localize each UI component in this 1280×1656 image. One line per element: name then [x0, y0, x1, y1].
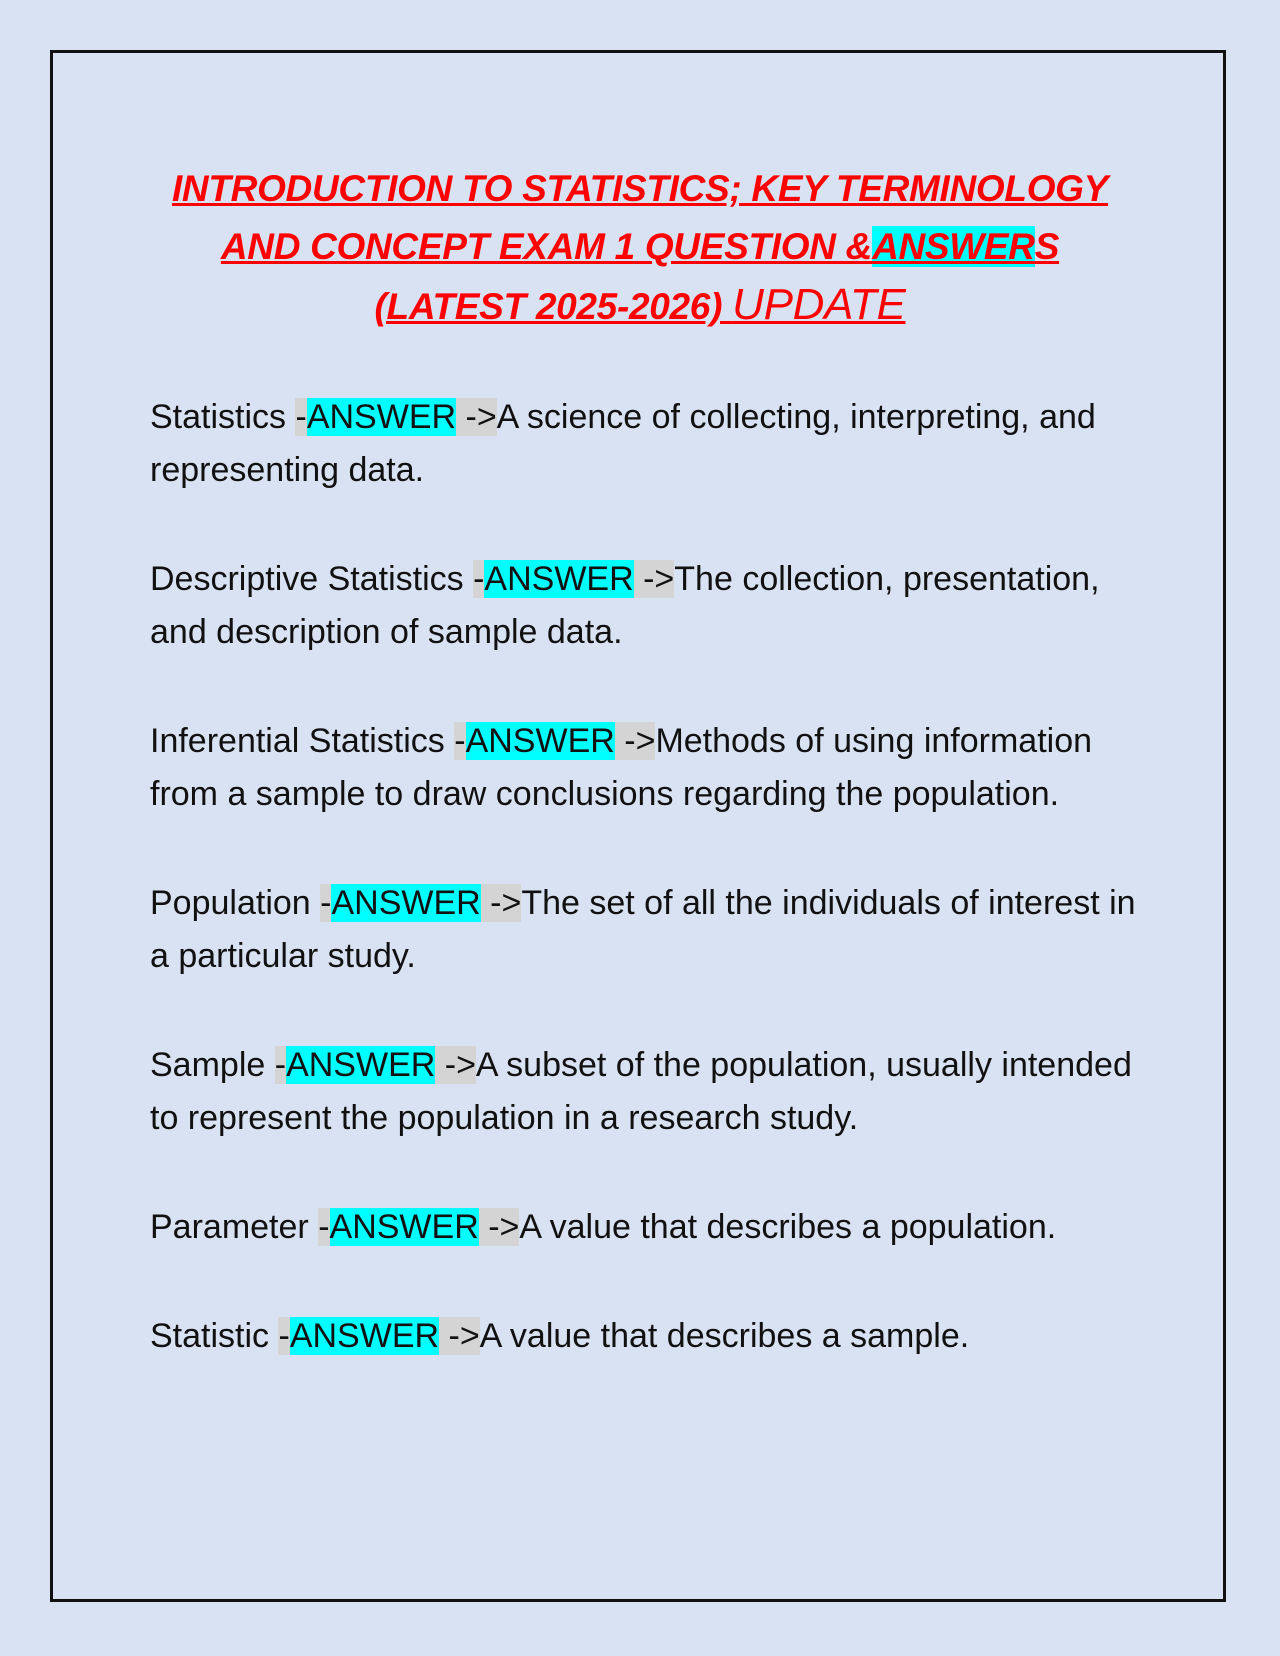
answer-word: ANSWER [331, 884, 481, 922]
qa-entry [150, 391, 1150, 497]
answer-word: ANSWER [286, 1046, 436, 1084]
entry-definition: The set of all the individuals of interest in a particular study. [150, 884, 1136, 975]
title-line-3 [100, 276, 1180, 336]
answer-arrow: -> [614, 722, 656, 760]
answer-word: ANSWER [289, 1317, 440, 1355]
title-line-2-text: AND CONCEPT EXAM 1 QUESTION & [220, 226, 873, 267]
answer-marker [295, 398, 496, 436]
answer-word: ANSWER [484, 560, 634, 598]
answer-dash: - [454, 722, 466, 760]
entry-definition: A science of collecting, interpreting, and representing data. [150, 398, 1096, 489]
qa-entry [150, 1039, 1150, 1145]
title-line-1: INTRODUCTION TO STATISTICS; KEY TERMINOLOGY [171, 168, 1109, 209]
entry-term: Population [150, 884, 321, 922]
qa-entry [150, 1201, 1150, 1254]
answer-dash: - [274, 1046, 287, 1084]
title-line-3-text: (LATEST 2025-2026) [374, 286, 733, 327]
entry-definition: Methods of using information from a sample to draw conclusions regarding the population. [150, 722, 1093, 813]
answer-marker [278, 1317, 479, 1355]
answer-marker [454, 722, 655, 760]
answer-marker [473, 560, 674, 598]
entry-term: Sample [150, 1046, 275, 1084]
answer-arrow: -> [633, 560, 675, 598]
answer-word: ANSWER [329, 1208, 479, 1246]
title-line-2 [100, 218, 1180, 276]
qa-list [150, 391, 1150, 1419]
qa-entry [150, 1310, 1150, 1363]
answer-arrow: -> [456, 398, 497, 436]
entry-term: Parameter [150, 1208, 319, 1246]
entry-definition: A value that describes a sample. [479, 1317, 970, 1355]
answer-dash: - [318, 1208, 330, 1246]
title-line-2-tail: S [1034, 226, 1060, 267]
entry-term: Statistic [150, 1317, 279, 1355]
entry-definition: A subset of the population, usually intended to represent the population in a research study. [150, 1046, 1132, 1137]
answer-word: ANSWER [465, 722, 615, 760]
qa-entry [150, 877, 1150, 983]
answer-dash: - [295, 398, 307, 436]
answer-arrow: -> [435, 1046, 476, 1084]
answer-arrow: -> [439, 1317, 480, 1355]
entry-definition: The collection, presentation, and description of sample data. [150, 560, 1100, 651]
answer-marker [318, 1208, 519, 1246]
title-highlight: ANSWER [872, 226, 1035, 267]
document-title [100, 160, 1180, 336]
title-update-word: UPDATE [732, 280, 906, 329]
entry-term: Statistics [150, 398, 296, 436]
qa-entry [150, 715, 1150, 821]
answer-marker [320, 884, 521, 922]
answer-marker [275, 1046, 476, 1084]
answer-word: ANSWER [306, 398, 457, 436]
entry-definition: A value that describes a population. [519, 1208, 1057, 1246]
entry-term: Inferential Statistics [150, 722, 455, 760]
answer-dash: - [320, 884, 332, 922]
answer-arrow: -> [478, 1208, 520, 1246]
entry-term: Descriptive Statistics [150, 560, 474, 598]
answer-dash: - [473, 560, 485, 598]
answer-arrow: -> [480, 884, 522, 922]
answer-dash: - [278, 1317, 290, 1355]
qa-entry [150, 553, 1150, 659]
